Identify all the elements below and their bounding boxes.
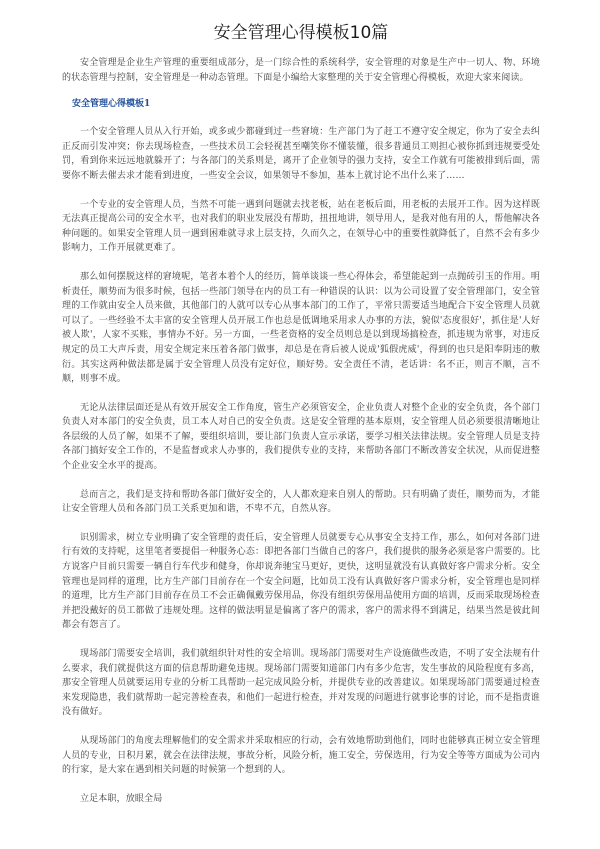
body-paragraph: 一个安全管理人员从入行开始，或多或少都碰到过一些窘境：生产部门为了赶工不遵守安全规定，你为了安全去纠正反而引发冲突；你去现场检查，一些技术员工会轻视甚至嘲笑你不懂装懂，很多普通员工则担心被你抓到违规要受处罚，看到你来远远地就躲开了；与各部门的关系则是，离开了企业领导的强力支持，安全工作就有可能被排到后面，需要你不断去催去求才能看到进度，一些安全会议，如果领导不参加，基本上就讨论不出什么来了……: [62, 127, 540, 181]
body-paragraph: 现场部门需要安全培训，我们就组织针对性的安全培训。现场部门需要对生产设施做些改造，不明了安全法规有什么要求，我们就提供这方面的信息帮助避免违规。现场部门需要知道部门内有多少危害，发生事故的风险程度有多高，那安全管理人员就要运用专业的分析工具帮助一起完成风险分析，并提供专业的改善建议。如果现场部门需要通过检查来发现隐患，我们就帮助一起完善检查表，和他们一起进行检查，并对发现的问题进行就事论事的讨论，而不是指责谁没有做好。: [62, 649, 540, 718]
body-paragraph: 识别需求，树立专业明确了安全管理的责任后，安全管理人员就要专心从事安全支持工作，那么，如何对各部门进行有效的支持呢，这里笔者要提倡一种服务心态：即把各部门当做自己的客户，我们提供的服务必须是客户需要的。比方说客户目前只需要一辆自行车代步和健身，你却说奔驰宝马更好，更快，这明显就没有认真做好客户需求分析。安全管理也是同样的道理，比方生产部门目前存在一个安全问题，比如员工没有认真做好客户需求分析，安全管理也是同样的道理，比方生产部门目前存在员工不会正确佩戴劳保用品，你没有组织劳保用品使用方面的培训，反而采取现场检查并把没戴好的员工都做了违规处理。这样的做法明显是偏离了客户的需求，客户的需求得不到满足，结果当然是彼此间都会有怨言了。: [62, 532, 540, 631]
body-paragraph: 一个专业的安全管理人员，当然不可能一遇到问题就去找老板，站在老板后面，用老板的去展开工作。因为这样既无法真正提高公司的安全水平，也对我们的职业发展没有帮助，扭扭地讲，领导用人，是我对他有用的人，帮他解决各种问题的。如果安全管理人员一遇到困难就寻求上层支持，久而久之，在领导心中的重要性就降低了，自然不会有多少影响力，工作开展就更难了。: [62, 199, 540, 254]
closing-line: 立足本职，放眼全局: [80, 793, 163, 804]
body-paragraph: 无论从法律层面还是从有效开展安全工作角度，管生产必须管安全，企业负责人对整个企业的安全负责，各个部门负责人对本部门的安全负责，员工本人对自己的安全负责。这是安全管理的基本原则，安全管理人员必须要很清晰地让各层级的人员了解，如果不了解，要组织培训，要让部门负责人宣示承诺，要学习相关法律法规。安全管理人员是支持各部门搞好安全工作的，不是监督或求人办事的，我们提供专业的支持，来帮助各部门不断改善安全状况，从而促进整个企业安全水平的提高。: [62, 402, 540, 472]
intro-paragraph: 安全管理是企业生产管理的重要组成部分，是一门综合性的系统科学，安全管理的对象是生产中一切人、物、环境的状态管理与控制，安全管理是一种动态管理。下面是小编给大家整理的关于安全管理心得模板，欢迎大家来阅读。: [62, 58, 540, 83]
body-paragraph: 那么如何摆脱这样的窘境呢，笔者本着个人的经历，简单谈谈一些心得体会，希望能起到一点抛砖引玉的作用。明析责任，顺势而为很多时候，包括一些部门领导在内的员工有一种错误的认识：以为公司设置了安全管理部门，安全管理的工作就由安全人员来做，其他部门的人就可以专心从事本部门的工作了，平常只需要适当地配合下安全管理人员就可以了。一些经验不太丰富的安全管理人员开展工作也总是低调地采用求人办事的方法，貌似'态度很好'，抓住是'人好被人欺'，人家不买账，事情办不好。另一方面，一些老资格的安全员则总是以到现场搞检查，抓违规为常事，对违反规定的员工大声斥责，用安全规定来压着各部门做事，却总是在背后被人说成'狐假虎威'，得到的也只是阳奉阴违的敷衍。其实这两种做法都是属于安全管理人员没有定好位，顺好势。安全责任不清，老话讲：名不正，则言不顺，言不顺，则事不成。: [62, 271, 540, 385]
document-title: 安全管理心得模板10篇: [213, 23, 389, 43]
section-heading: 安全管理心得模板1: [72, 99, 151, 110]
body-paragraph: 总而言之，我们是支持和帮助各部门做好安全的，人人都欢迎来自别人的帮助。只有明确了责任，顺势而为，才能让安全管理人员和各部门员工关系更加和谐，不卑不亢，自然从容。: [62, 489, 540, 515]
body-paragraph: 从现场部门的角度去理解他们的安全需求并采取相应的行动，会有效地帮助到他们，同时也能够真正树立安全管理人员的专业，日积月累，就会在法律法规，事故分析，风险分析，施工安全，劳保选用，行为安全等等方面成为公司内的行家，是大家在遇到相关问题的时候第一个想到的人。: [62, 735, 540, 776]
